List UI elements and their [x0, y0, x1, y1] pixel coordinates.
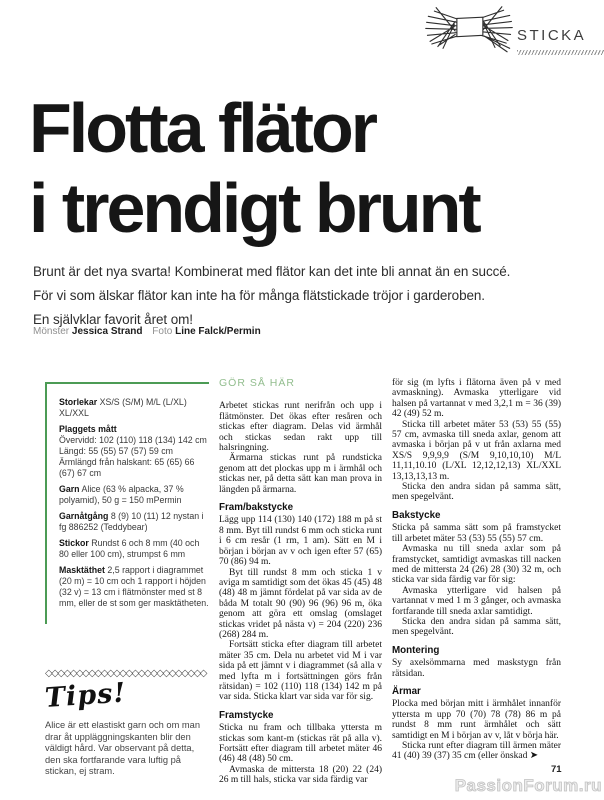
infobox-item-measurements: Plaggets mått Övervidd: 102 (110) 118 (134) 142 cm Längd: 55 (55) 57 (57) 59 cm Ärmlängd från halskant: 65 (65) 66 (67) 67 cm: [59, 424, 207, 478]
pattern-infobox: [45, 382, 209, 624]
instruction-paragraph: Fortsätt sticka efter diagram till arbetet mäter 35 cm. Dela nu arbetet vid M i var sida på ett jämnt v i diagrammet (så alla v med lyfta m i fortsättningen görs från rätsidan) = 102 (110) 118 (134) 142 m på var sida. Sticka klart var sida var för sig.: [219, 640, 382, 703]
tips-heading: Tips!: [43, 677, 128, 714]
infobox-label: Garnåtgång: [59, 511, 109, 521]
byline-photo-name: Line Falck/Permin: [175, 326, 261, 337]
subheading-montering: Montering: [392, 644, 440, 656]
instruction-paragraph: Sticka den andra sidan på samma sätt, men spegelvänt.: [392, 616, 561, 638]
section-heading: GÖR SÅ HÄR: [219, 377, 295, 389]
page-number: 71: [551, 764, 562, 775]
diamond-divider: ◇◇◇◇◇◇◇◇◇◇◇◇◇◇◇◇◇◇◇◇◇◇◇◇◇◇: [45, 668, 206, 679]
instruction-paragraph: Byt till rundst 8 mm och sticka 1 v aviga m samtidigt som det ökas 45 (45) 48 (48) 48 m jämnt fördelat på var sida av de båda M totalt 90 (90) 96 (96) 96 m, öka genom att göra ett omslag (omslaget stickas vridet på nästa v) = 204 (220) 236 (268) 284 m.: [219, 567, 382, 640]
infobox-label: Garn: [59, 484, 80, 494]
infobox-item-gauge: Masktäthet 2,5 rapport i diagrammet (20 m) = 10 cm och 1 rapport i höjden (32 v) = 13 cm i flätmönster med st 8 mm, eller de st som ger masktätheten.: [59, 565, 209, 608]
subheading-fram-bakstycke: Fram/bakstycke: [219, 502, 294, 514]
intro-line: Brunt är det nya svarta! Kombinerat med flätor kan det inte bli annat än en succé.: [33, 264, 511, 279]
byline-pattern-name: Jessica Strand: [71, 326, 143, 337]
instruction-paragraph: Avmaska nu till sneda axlar som på framstycket, samtidigt avmaskas till nacken med de mittersta 24 (26) 28 (30) 32 m, och sticka var sida färdig var för sig:: [392, 544, 561, 586]
instruction-paragraph: Ärmarna stickas runt på rundsticka genom att det plockas upp m i ärmhål och stickas ner, på detta sätt kan man prova in längden på ärmarna.: [219, 453, 382, 495]
infobox-item-yarn-amount: Garnåtgång 8 (9) 10 (11) 12 nystan i fg 886252 (Teddybear): [59, 511, 204, 532]
tips-box: [45, 668, 208, 778]
instruction-paragraph: Plocka med början mitt i ärmhålet innanför yttersta m upp 70 (70) 78 (78) 86 m på rundst 8 mm runt ärmhålet och sätt samtidigt en M i början av v, låt v börja här.: [392, 699, 561, 741]
byline: [33, 326, 268, 337]
byline-photo-label: Foto: [152, 326, 173, 337]
infobox-item-needles: Stickor Rundst 6 och 8 mm (40 och 80 eller 100 cm), strumpst 6 mm: [59, 538, 200, 559]
page-title: [29, 88, 479, 248]
instruction-paragraph: Sticka på samma sätt som på framstycket till arbetet mäter 53 (53) 55 (55) 57 cm.: [392, 523, 561, 544]
subheading-framstycke: Framstycke: [219, 709, 274, 721]
continued-arrow-icon: ➤: [529, 750, 539, 762]
title-line-2: i trendigt brunt: [29, 169, 479, 247]
infobox-label: Plaggets mått: [59, 424, 117, 434]
instruction-paragraph: Arbetet stickas runt nerifrån och upp i flätmönster. Det ökas efter resåren och stickas efter diagram. Delas vid ärmhål och stickas sedan rakt upp till halsringning.: [219, 401, 382, 454]
instruction-paragraph: Avmaska de mittersta 18 (20) 22 (24) 26 m till hals, sticka var sida färdig var: [219, 764, 382, 786]
byline-pattern-label: Mönster: [33, 326, 70, 337]
yarn-skein-icon: [424, 4, 514, 58]
instruction-paragraph: Sticka till arbetet mäter 53 (53) 55 (55) 57 cm, avmaska till sneda axlar, genom att avmaska i början på v ut från axlarna med XS/S 9,9,9,9 (S/M 9,10,10,10) M/L 11,11,10.10 (L/XL 12,12,12,13) XL/XXL 13,13,13,13 m.: [392, 419, 561, 482]
infobox-label: Storlekar: [59, 397, 98, 407]
infobox-item-sizes: Storlekar XS/S (S/M) M/L (L/XL) XL/XXL: [59, 397, 187, 418]
instruction-paragraph: för sig (m lyfts i flätorna även på v med avmaskning). Avmaska ytterligare vid halsen på vartannat v med 3,2,1 m = 36 (39) 42 (49) 52 m.: [392, 378, 561, 420]
instruction-paragraph: Sy axelsömmarna med maskstygn från rätsidan.: [392, 658, 561, 679]
subheading-bakstycke: Bakstycke: [392, 509, 441, 521]
instruction-paragraph: Avmaska ytterligare vid halsen på vartannat v med 1 m 3 gånger, och avmaska fortfarande till sneda axlar samtidigt.: [392, 585, 561, 617]
instruction-paragraph: Sticka nu fram och tillbaka yttersta m stickas som kant-m (stickas rät på alla v). Fortsätt efter diagram till arbetet mäter 46 (46) 48 (48) 50 cm.: [219, 723, 382, 765]
infobox-label: Masktäthet: [59, 565, 105, 575]
infobox-item-yarn: Garn Alice (63 % alpacka, 37 % polyamid), 50 g = 150 mPermin: [59, 484, 184, 505]
intro-line: För vi som älskar flätor kan inte ha för många flätstickade tröjor i garderoben.: [33, 288, 485, 303]
section-label: STICKA: [517, 27, 587, 44]
hatched-divider: [517, 50, 604, 55]
instruction-paragraph: Sticka runt efter diagram till ärmen mäter 41 (40) 39 (37) 35 cm (eller önskad ➤: [392, 741, 561, 762]
intro-line: En självklar favorit året om!: [33, 312, 193, 327]
subheading-armar: Ärmar: [392, 685, 421, 697]
infobox-label: Stickor: [59, 538, 89, 548]
tips-text: Alice är ett elastiskt garn och om man drar åt uppläggningskanten blir den väldigt hård. Var observant på detta, den ska fortfarande vara luftig på stickan, ej stram.: [45, 720, 201, 777]
instructions-column-middle: [219, 378, 382, 786]
instructions-column-right: [392, 378, 561, 762]
instruction-paragraph: Lägg upp 114 (130) 140 (172) 188 m på st 8 mm. Byt till rundst 6 mm och sticka runt i 6 cm resår (1 rm, 1 am). Sätt en M i början i början av v och igen efter 57 (65) 70 (86) 94 m.: [219, 515, 382, 568]
intro-paragraph: [33, 260, 510, 332]
title-line-1: Flotta flätor: [29, 89, 375, 167]
watermark: PassionForum.ru: [454, 776, 602, 795]
instruction-paragraph: Sticka den andra sidan på samma sätt, men spegelvänt.: [392, 482, 561, 503]
